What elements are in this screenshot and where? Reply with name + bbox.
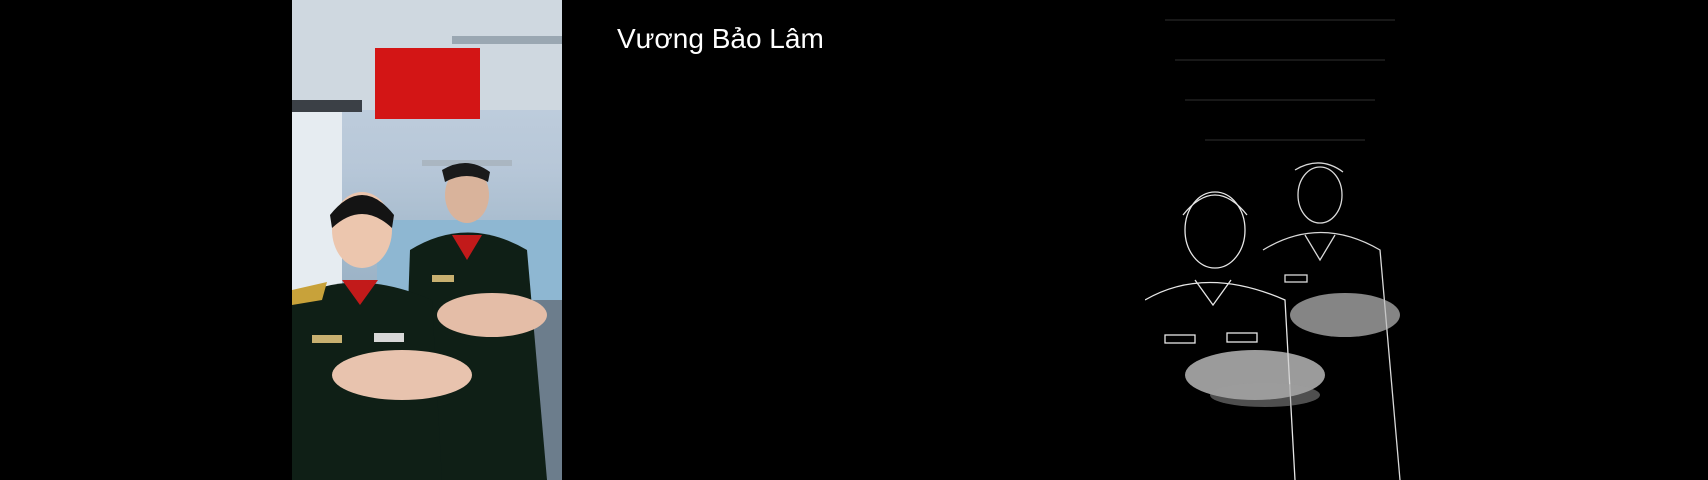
edge-frame-image (1145, 0, 1415, 480)
original-frame-image (292, 0, 562, 480)
edge-background-noise (1165, 20, 1395, 140)
ceiling-light (452, 36, 562, 44)
edge-woman (1145, 192, 1295, 480)
wall-pillar (292, 100, 342, 300)
original-video-frame (292, 0, 562, 480)
overlay-title: Vương Bảo Lâm (617, 23, 824, 54)
red-marker-box (375, 48, 480, 119)
edge-hands (1185, 293, 1400, 407)
wall-beam (292, 100, 362, 112)
edge-detection-frame (1145, 0, 1415, 480)
